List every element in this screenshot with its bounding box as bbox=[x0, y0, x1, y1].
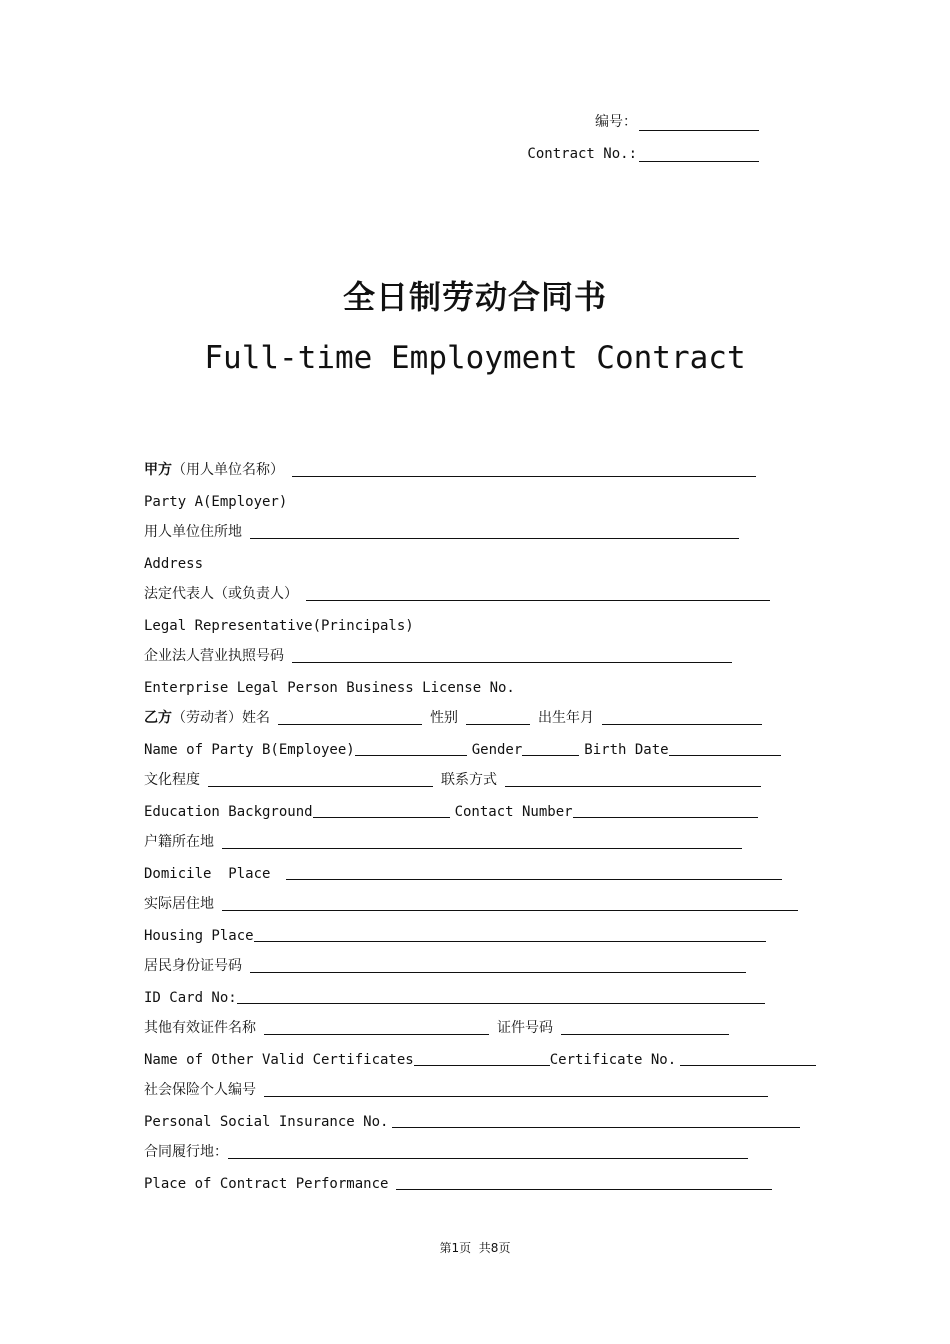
domicile-en-line[interactable] bbox=[286, 869, 782, 880]
other-cert-row bbox=[144, 1009, 824, 1040]
gender-line[interactable] bbox=[466, 714, 530, 725]
housing-row bbox=[144, 885, 824, 916]
social-en-row bbox=[144, 1102, 824, 1133]
contact-en-line[interactable] bbox=[573, 807, 758, 818]
id-en-label: ID Card No: bbox=[144, 990, 237, 1006]
other-cert-en-row bbox=[144, 1040, 824, 1071]
title-chinese: 全日制劳动合同书 bbox=[342, 278, 607, 316]
contract-number-zh-label: 编号： bbox=[595, 114, 637, 130]
education-en-row bbox=[144, 792, 824, 823]
contract-number-en-row bbox=[527, 131, 759, 162]
id-row bbox=[144, 947, 824, 978]
place-row bbox=[144, 1133, 824, 1164]
place-en-row bbox=[144, 1164, 824, 1195]
other-cert-line[interactable] bbox=[264, 1024, 489, 1035]
license-en-row bbox=[144, 668, 824, 699]
education-label: 文化程度 bbox=[144, 772, 200, 788]
housing-label: 实际居住地 bbox=[144, 896, 214, 912]
party-b-name-line[interactable] bbox=[278, 714, 422, 725]
contract-form bbox=[144, 451, 824, 1195]
party-b-en-row bbox=[144, 730, 824, 761]
contract-number-zh-row bbox=[527, 100, 759, 131]
domicile-en-label: Domicile Place bbox=[144, 866, 271, 882]
party-a-bold-label: 甲方 bbox=[144, 462, 172, 478]
cert-no-en-label: Certificate No. bbox=[549, 1052, 677, 1068]
id-en-row bbox=[144, 978, 824, 1009]
domicile-line[interactable] bbox=[222, 838, 742, 849]
party-a-en-row bbox=[144, 482, 824, 513]
contact-en-label: Contact Number bbox=[454, 804, 573, 820]
education-en-line[interactable] bbox=[313, 807, 450, 818]
contract-number-en-label: Contract No.: bbox=[527, 146, 637, 162]
birth-en-label: Birth Date bbox=[584, 742, 669, 758]
other-cert-en-label: Name of Other Valid Certificates bbox=[144, 1052, 414, 1068]
social-label: 社会保险个人编号 bbox=[144, 1082, 256, 1098]
id-line[interactable] bbox=[250, 962, 746, 973]
address-en-row bbox=[144, 544, 824, 575]
cert-no-en-line[interactable] bbox=[680, 1055, 816, 1066]
legal-rep-label: 法定代表人（或负责人） bbox=[144, 586, 298, 602]
contact-line[interactable] bbox=[505, 776, 761, 787]
party-b-en-label: Name of Party B(Employee) bbox=[144, 742, 355, 758]
place-en-line[interactable] bbox=[396, 1179, 772, 1190]
party-a-en-label: Party A(Employer) bbox=[144, 494, 288, 510]
legal-rep-en-row bbox=[144, 606, 824, 637]
address-line[interactable] bbox=[250, 528, 739, 539]
license-row bbox=[144, 637, 824, 668]
legal-rep-line[interactable] bbox=[306, 590, 770, 601]
license-line[interactable] bbox=[292, 652, 732, 663]
title-english: Full-time Employment Contract bbox=[204, 340, 746, 376]
license-en-label: Enterprise Legal Person Business License No. bbox=[144, 680, 515, 696]
gender-label: 性别 bbox=[430, 710, 458, 726]
address-row bbox=[144, 513, 824, 544]
social-line[interactable] bbox=[264, 1086, 768, 1097]
party-b-label: （劳动者）姓名 bbox=[172, 710, 270, 726]
other-cert-en-line[interactable] bbox=[414, 1055, 550, 1066]
contract-number-zh-line[interactable] bbox=[639, 116, 759, 131]
contract-number-en-line[interactable] bbox=[639, 147, 759, 162]
legal-rep-en-label: Legal Representative(Principals) bbox=[144, 618, 414, 634]
other-cert-label: 其他有效证件名称 bbox=[144, 1020, 256, 1036]
housing-en-label: Housing Place bbox=[144, 928, 254, 944]
education-row bbox=[144, 761, 824, 792]
education-en-label: Education Background bbox=[144, 804, 313, 820]
place-line[interactable] bbox=[228, 1148, 748, 1159]
place-label: 合同履行地： bbox=[144, 1144, 228, 1160]
party-a-name-line[interactable] bbox=[292, 466, 756, 477]
social-en-line[interactable] bbox=[392, 1117, 800, 1128]
address-en-label: Address bbox=[144, 556, 204, 572]
education-line[interactable] bbox=[208, 776, 433, 787]
page-footer: 第1页 共8页 bbox=[439, 1241, 511, 1255]
party-b-en-name-line[interactable] bbox=[355, 745, 467, 756]
birth-label: 出生年月 bbox=[538, 710, 594, 726]
license-label: 企业法人营业执照号码 bbox=[144, 648, 284, 664]
id-en-line[interactable] bbox=[237, 993, 765, 1004]
place-en-label: Place of Contract Performance bbox=[144, 1176, 389, 1192]
cert-no-line[interactable] bbox=[561, 1024, 729, 1035]
id-label: 居民身份证号码 bbox=[144, 958, 242, 974]
party-b-bold-label: 乙方 bbox=[144, 710, 172, 726]
contract-number-block bbox=[527, 100, 759, 162]
party-b-row bbox=[144, 699, 824, 730]
housing-en-line[interactable] bbox=[254, 931, 766, 942]
housing-line[interactable] bbox=[222, 900, 798, 911]
housing-en-row bbox=[144, 916, 824, 947]
domicile-row bbox=[144, 823, 824, 854]
cert-no-label: 证件号码 bbox=[497, 1020, 553, 1036]
party-a-row bbox=[144, 451, 824, 482]
social-row bbox=[144, 1071, 824, 1102]
address-label: 用人单位住所地 bbox=[144, 524, 242, 540]
social-en-label: Personal Social Insurance No. bbox=[144, 1114, 389, 1130]
gender-en-label: Gender bbox=[471, 742, 523, 758]
party-a-label: （用人单位名称） bbox=[172, 462, 284, 478]
contact-label: 联系方式 bbox=[441, 772, 497, 788]
gender-en-line[interactable] bbox=[522, 745, 579, 756]
birth-en-line[interactable] bbox=[669, 745, 781, 756]
birth-line[interactable] bbox=[602, 714, 762, 725]
domicile-en-row bbox=[144, 854, 824, 885]
legal-rep-row bbox=[144, 575, 824, 606]
domicile-label: 户籍所在地 bbox=[144, 834, 214, 850]
